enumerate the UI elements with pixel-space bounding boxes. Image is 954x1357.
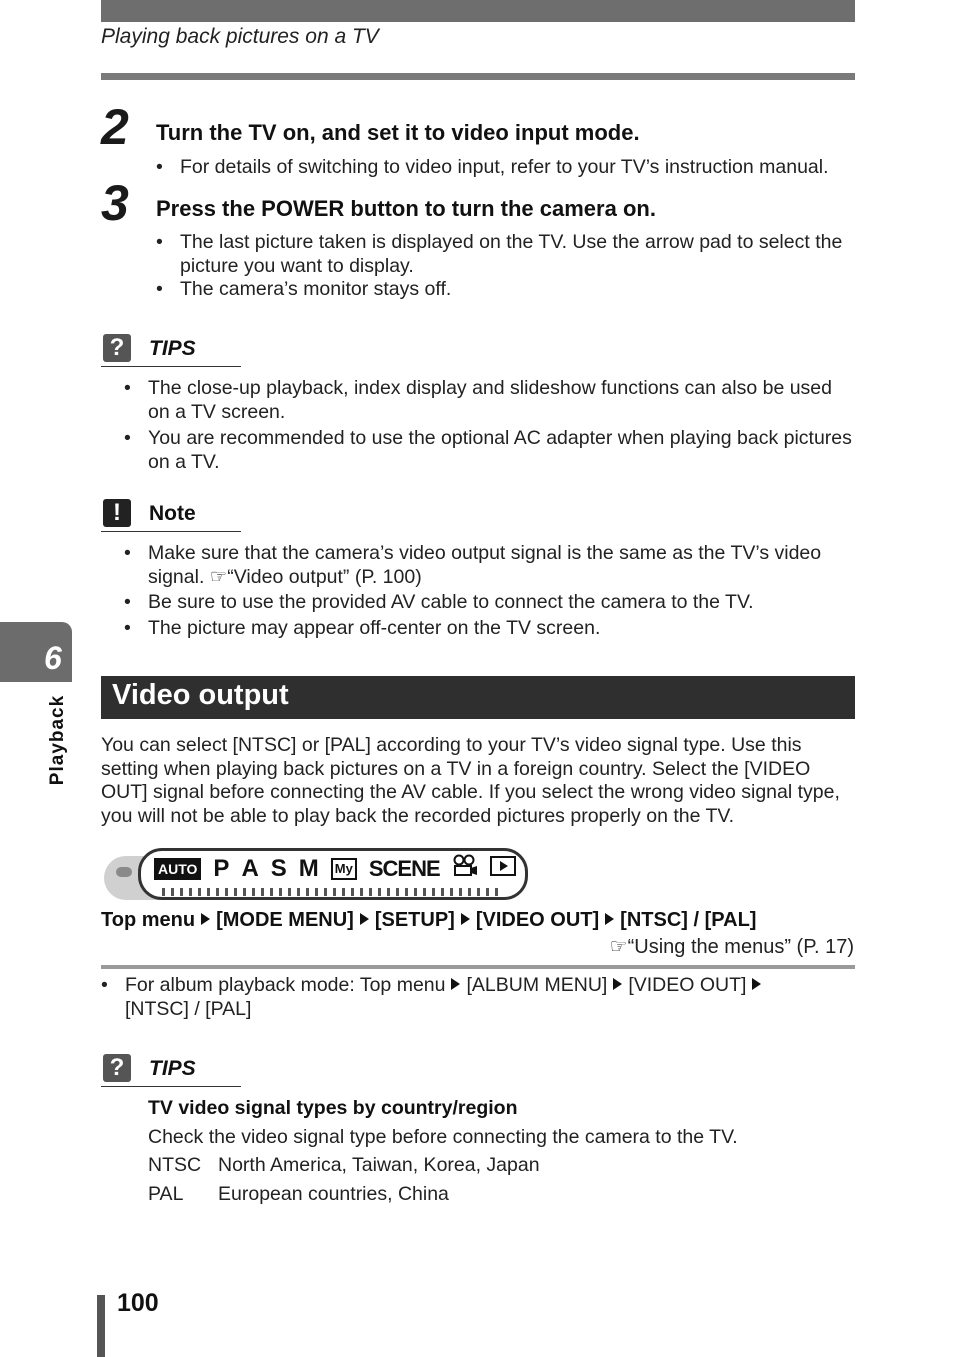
note-label: Note xyxy=(149,502,196,525)
bullet-item: • For album playback mode: Top menu [ALBUM MENU] [VIDEO OUT] [NTSC] / [PAL] xyxy=(101,974,861,1021)
signal-regions: North America, Taiwan, Korea, Japan xyxy=(218,1154,540,1176)
chapter-number: 6 xyxy=(44,640,62,676)
question-icon: ? xyxy=(103,1054,131,1082)
my-mode-icon: My xyxy=(331,858,357,880)
tips-label: TIPS xyxy=(149,1057,196,1080)
reference-link[interactable]: “Using the menus” (P. 17) xyxy=(627,936,854,958)
tips-heading xyxy=(101,1054,241,1087)
menu-path: Top menu [MODE MENU] [SETUP] [VIDEO OUT] [NTSC] / [PAL] xyxy=(101,909,757,931)
signal-type: NTSC xyxy=(148,1154,202,1176)
movie-icon xyxy=(452,854,478,883)
reference-icon: ☞ xyxy=(609,936,628,958)
menu-reference xyxy=(610,934,854,959)
bullet-item: • For details of switching to video input, refer to your TV’s instruction manual. xyxy=(156,156,829,178)
section-title: Video output xyxy=(112,679,289,711)
a-mode-icon: A xyxy=(241,854,259,882)
signal-regions: European countries, China xyxy=(218,1183,449,1205)
signal-type: PAL xyxy=(148,1183,184,1205)
m-mode-icon: M xyxy=(298,854,319,882)
arrow-right-icon xyxy=(201,913,210,925)
arrow-right-icon xyxy=(605,913,614,925)
mode-dial xyxy=(104,848,526,900)
header-rule xyxy=(101,73,855,80)
bullet-item: • Be sure to use the provided AV cable to connect the camera to the TV. xyxy=(124,591,754,613)
footer-bar xyxy=(97,1295,105,1357)
tips-label: TIPS xyxy=(149,337,196,360)
tips-heading xyxy=(101,334,241,367)
step-title: Turn the TV on, and set it to video input mode. xyxy=(156,120,640,145)
auto-mode-icon: AUTO xyxy=(154,858,201,880)
running-header: Playing back pictures on a TV xyxy=(101,25,379,48)
chapter-label: Playback xyxy=(47,694,68,786)
scene-mode-icon: SCENE xyxy=(368,855,440,881)
reference-icon: ☞ xyxy=(209,565,228,588)
bullet-item: • The picture may appear off-center on the TV screen. xyxy=(124,617,601,639)
s-mode-icon: S xyxy=(270,854,287,882)
arrow-right-icon xyxy=(360,913,369,925)
bullet-item: • You are recommended to use the optional AC adapter when playing back pictures on a TV. xyxy=(124,427,852,473)
arrow-right-icon xyxy=(451,978,460,990)
header-bar xyxy=(101,0,855,22)
note-heading xyxy=(101,499,241,532)
signal-row xyxy=(148,1154,540,1177)
arrow-right-icon xyxy=(613,978,622,990)
tips-description: Check the video signal type before connecting the camera to the TV. xyxy=(148,1126,738,1148)
arrow-right-icon xyxy=(752,978,761,990)
signal-row xyxy=(148,1183,449,1206)
dial-ticks xyxy=(162,888,502,896)
section-paragraph: You can select [NTSC] or [PAL] according to your TV’s video signal type. Use this setting when playing back pictures on a TV in a foreign country. Select the [VIDEO OUT] signal before connecting the AV cable. If you select the wrong video signal type, you will not be able to play back the recorded pictures properly on the TV. xyxy=(101,734,840,827)
bullet-item: • Make sure that the camera’s video output signal is the same as the TV’s video signal. ☞“Video output” (P. 100) xyxy=(124,542,822,588)
playback-icon xyxy=(490,855,516,883)
exclamation-icon: ! xyxy=(103,499,131,527)
divider xyxy=(101,965,855,969)
step-number: 3 xyxy=(101,175,129,231)
tips-subtitle: TV video signal types by country/region xyxy=(148,1097,518,1119)
bullet-item: • The last picture taken is displayed on the TV. Use the arrow pad to select the picture you want to display. xyxy=(156,231,843,277)
question-icon: ? xyxy=(103,334,131,362)
reference-link[interactable]: “Video output” (P. 100) xyxy=(227,565,422,588)
bullet-item: • The camera’s monitor stays off. xyxy=(156,278,452,300)
arrow-right-icon xyxy=(461,913,470,925)
dial-knob xyxy=(116,867,132,877)
page-number: 100 xyxy=(117,1289,159,1317)
step-title: Press the POWER button to turn the camera on. xyxy=(156,196,656,221)
p-mode-icon: P xyxy=(213,854,230,882)
bullet-item: • The close-up playback, index display and slideshow functions can also be used on a TV screen. xyxy=(124,377,832,423)
step-number: 2 xyxy=(101,99,129,155)
